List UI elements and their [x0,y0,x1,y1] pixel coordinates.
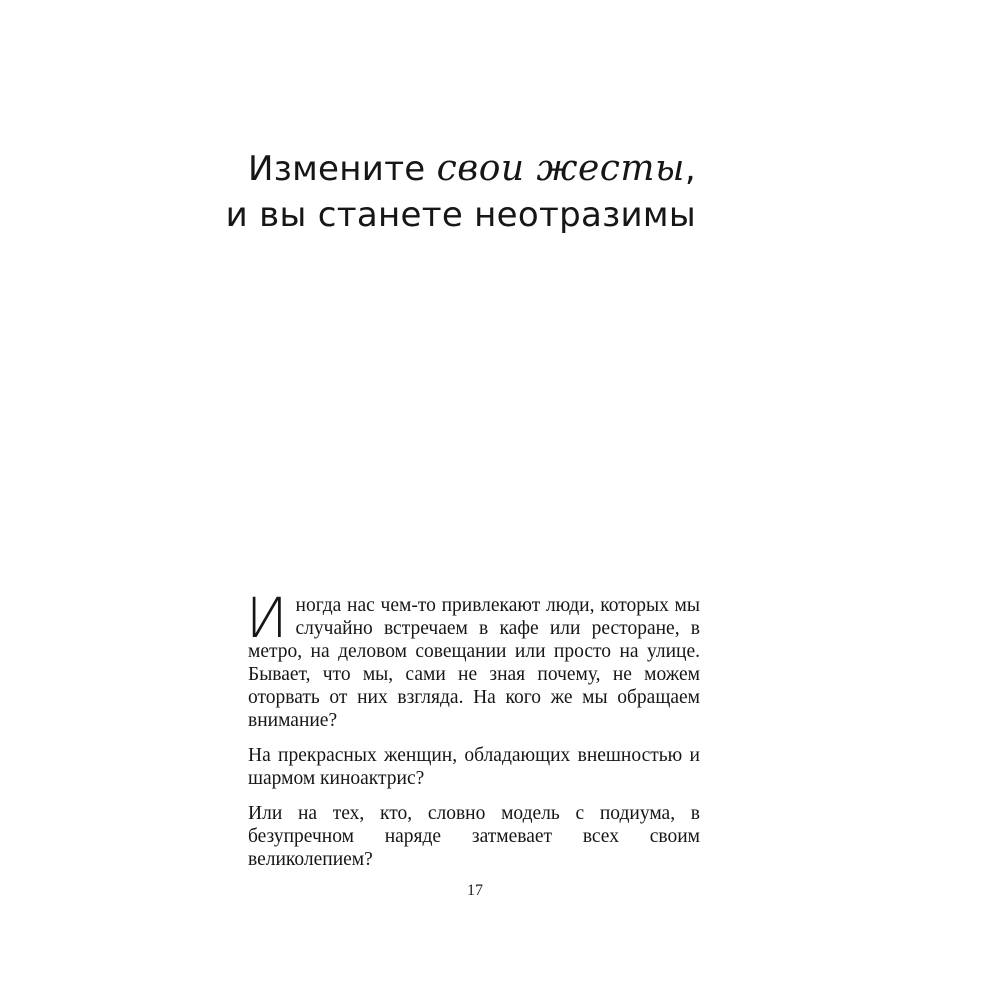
paragraph-1-text: ногда нас чем-то привлекают люди, которых мы случайно встречаем в кафе или ресторане, в метро, на деловом совещании или просто на улице. Бывает, что мы, сами не зная почему, не можем оторвать от них взгляда. На кого же мы обращаем внимание? [248,595,700,731]
heading-line-2: и вы станете неотразимы [225,195,696,235]
body-text [246,586,700,883]
heading-comma: , [684,149,696,189]
heading-line-1 [226,146,696,192]
paragraph-3: Или на тех, кто, словно модель с подиума, в безупречном наряде затмевает всех своим великолепием? [248,803,700,870]
paragraph-2: На прекрасных женщин, обладающих внешностью и шармом киноактрис? [248,745,700,789]
page-number: 17 [467,882,483,899]
chapter-heading [226,146,696,238]
heading-text-1: Измените [247,149,437,189]
heading-script-text: свои жесты [436,148,685,189]
drop-cap: И [246,586,288,650]
paragraph-1 [246,586,700,732]
